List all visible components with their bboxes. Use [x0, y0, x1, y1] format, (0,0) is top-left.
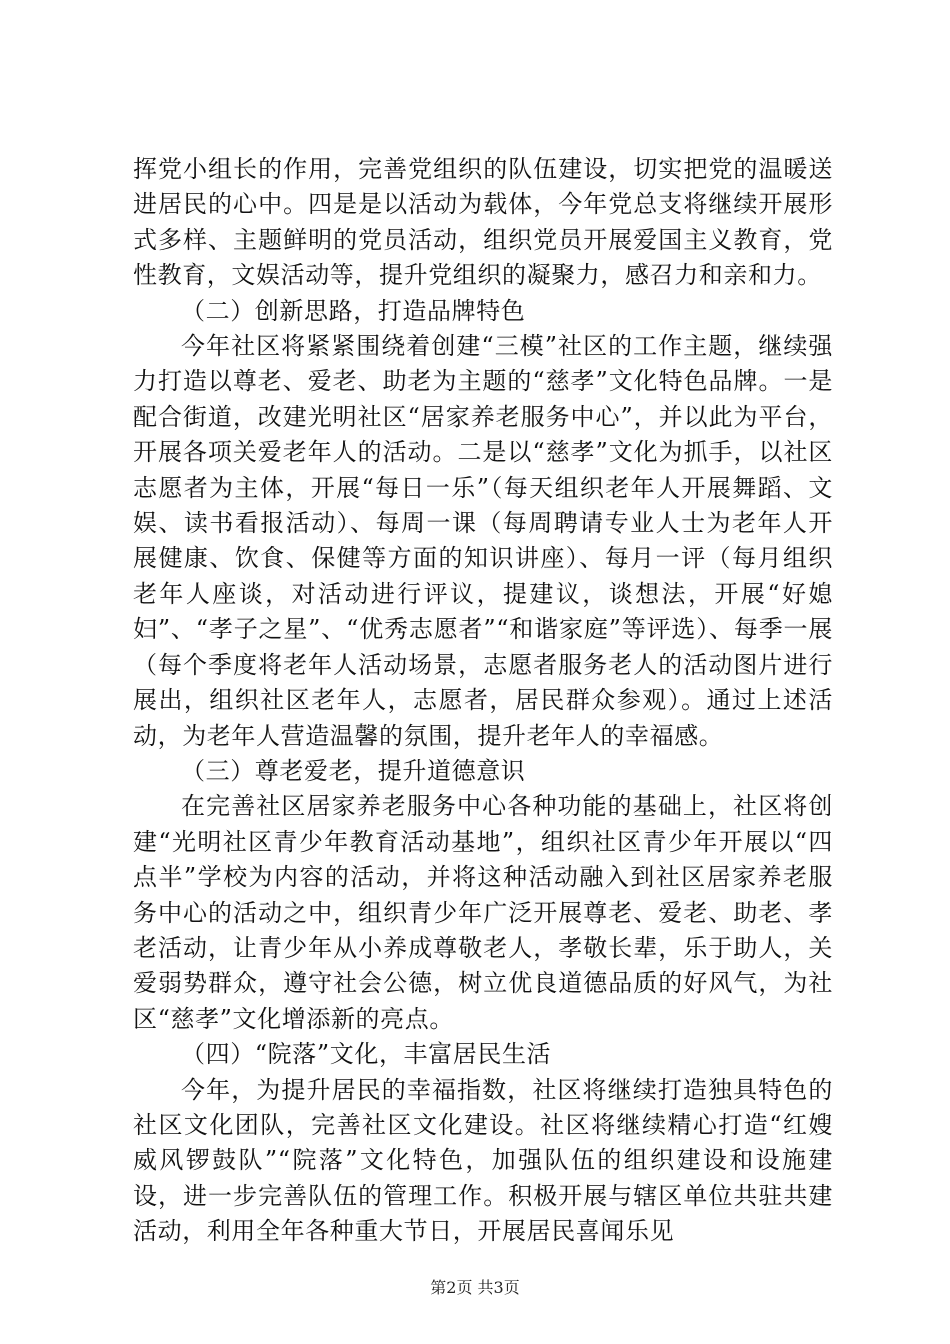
section-heading-3: （三）尊老爱老，提升道德意识 — [181, 756, 526, 785]
paragraph-courtyard-culture: 今年，为提升居民的幸福指数，社区将继续打造独具特色的社区文化团队，完善社区文化建设。社区将继续精心打造“红嫂威风锣鼓队”“院落”文化特色，加强队伍的组织建设和设施建设，进一步完善队伍的管理工作。积极开展与辖区单位共驻共建活动，利用全年各种重大节日，开展居民喜闻乐见 — [133, 1075, 833, 1246]
section-heading-4: （四）“院落”文化，丰富居民生活 — [181, 1040, 552, 1069]
section-heading-2: （二）创新思路，打造品牌特色 — [181, 296, 526, 325]
page-footer: 第2页 共3页 — [430, 1278, 520, 1297]
paragraph-youth-education: 在完善社区居家养老服务中心各种功能的基础上，社区将创建“光明社区青少年教育活动基地”，组织社区青少年开展以“四点半”学校为内容的活动，并将这种活动融入到社区居家养老服务中心的活动之中，组织青少年广泛开展尊老、爱老、助老、孝老活动，让青少年从小养成尊敬老人，孝敬长辈，乐于助人，关爱弱势群众，遵守社会公德，树立优良道德品质的好风气，为社区“慈孝”文化增添新的亮点。 — [133, 792, 833, 1033]
paragraph-cixiao-brand: 今年社区将紧紧围绕着创建“三模”社区的工作主题，继续强力打造以尊老、爱老、助老为主题的“慈孝”文化特色品牌。一是配合街道，改建光明社区“居家养老服务中心”，并以此为平台，开展各项关爱老年人的活动。二是以“慈孝”文化为抓手，以社区志愿者为主体，开展“每日一乐”（每天组织老年人开展舞蹈、文娱、读书看报活动）、每周一课（每周聘请专业人士为老年人开展健康、饮食、保健等方面的知识讲座）、每月一评（每月组织老年人座谈，对活动进行评议，提建议，谈想法，开展“好媳妇”、“孝子之星”、“优秀志愿者”“和谐家庭”等评选）、每季一展（每个季度将老年人活动场景，志愿者服务老人的活动图片进行展出，组织社区老年人，志愿者，居民群众参观）。通过上述活动，为老年人营造温馨的氛围，提升老年人的幸福感。 — [133, 332, 833, 750]
paragraph-party-building: 挥党小组长的作用，完善党组织的队伍建设，切实把党的温暖送进居民的心中。四是是以活动为载体，今年党总支将继续开展形式多样、主题鲜明的党员活动，组织党员开展爱国主义教育，党性教育，文娱活动等，提升党组织的凝聚力，感召力和亲和力。 — [133, 155, 833, 290]
document-body — [133, 152, 833, 1250]
